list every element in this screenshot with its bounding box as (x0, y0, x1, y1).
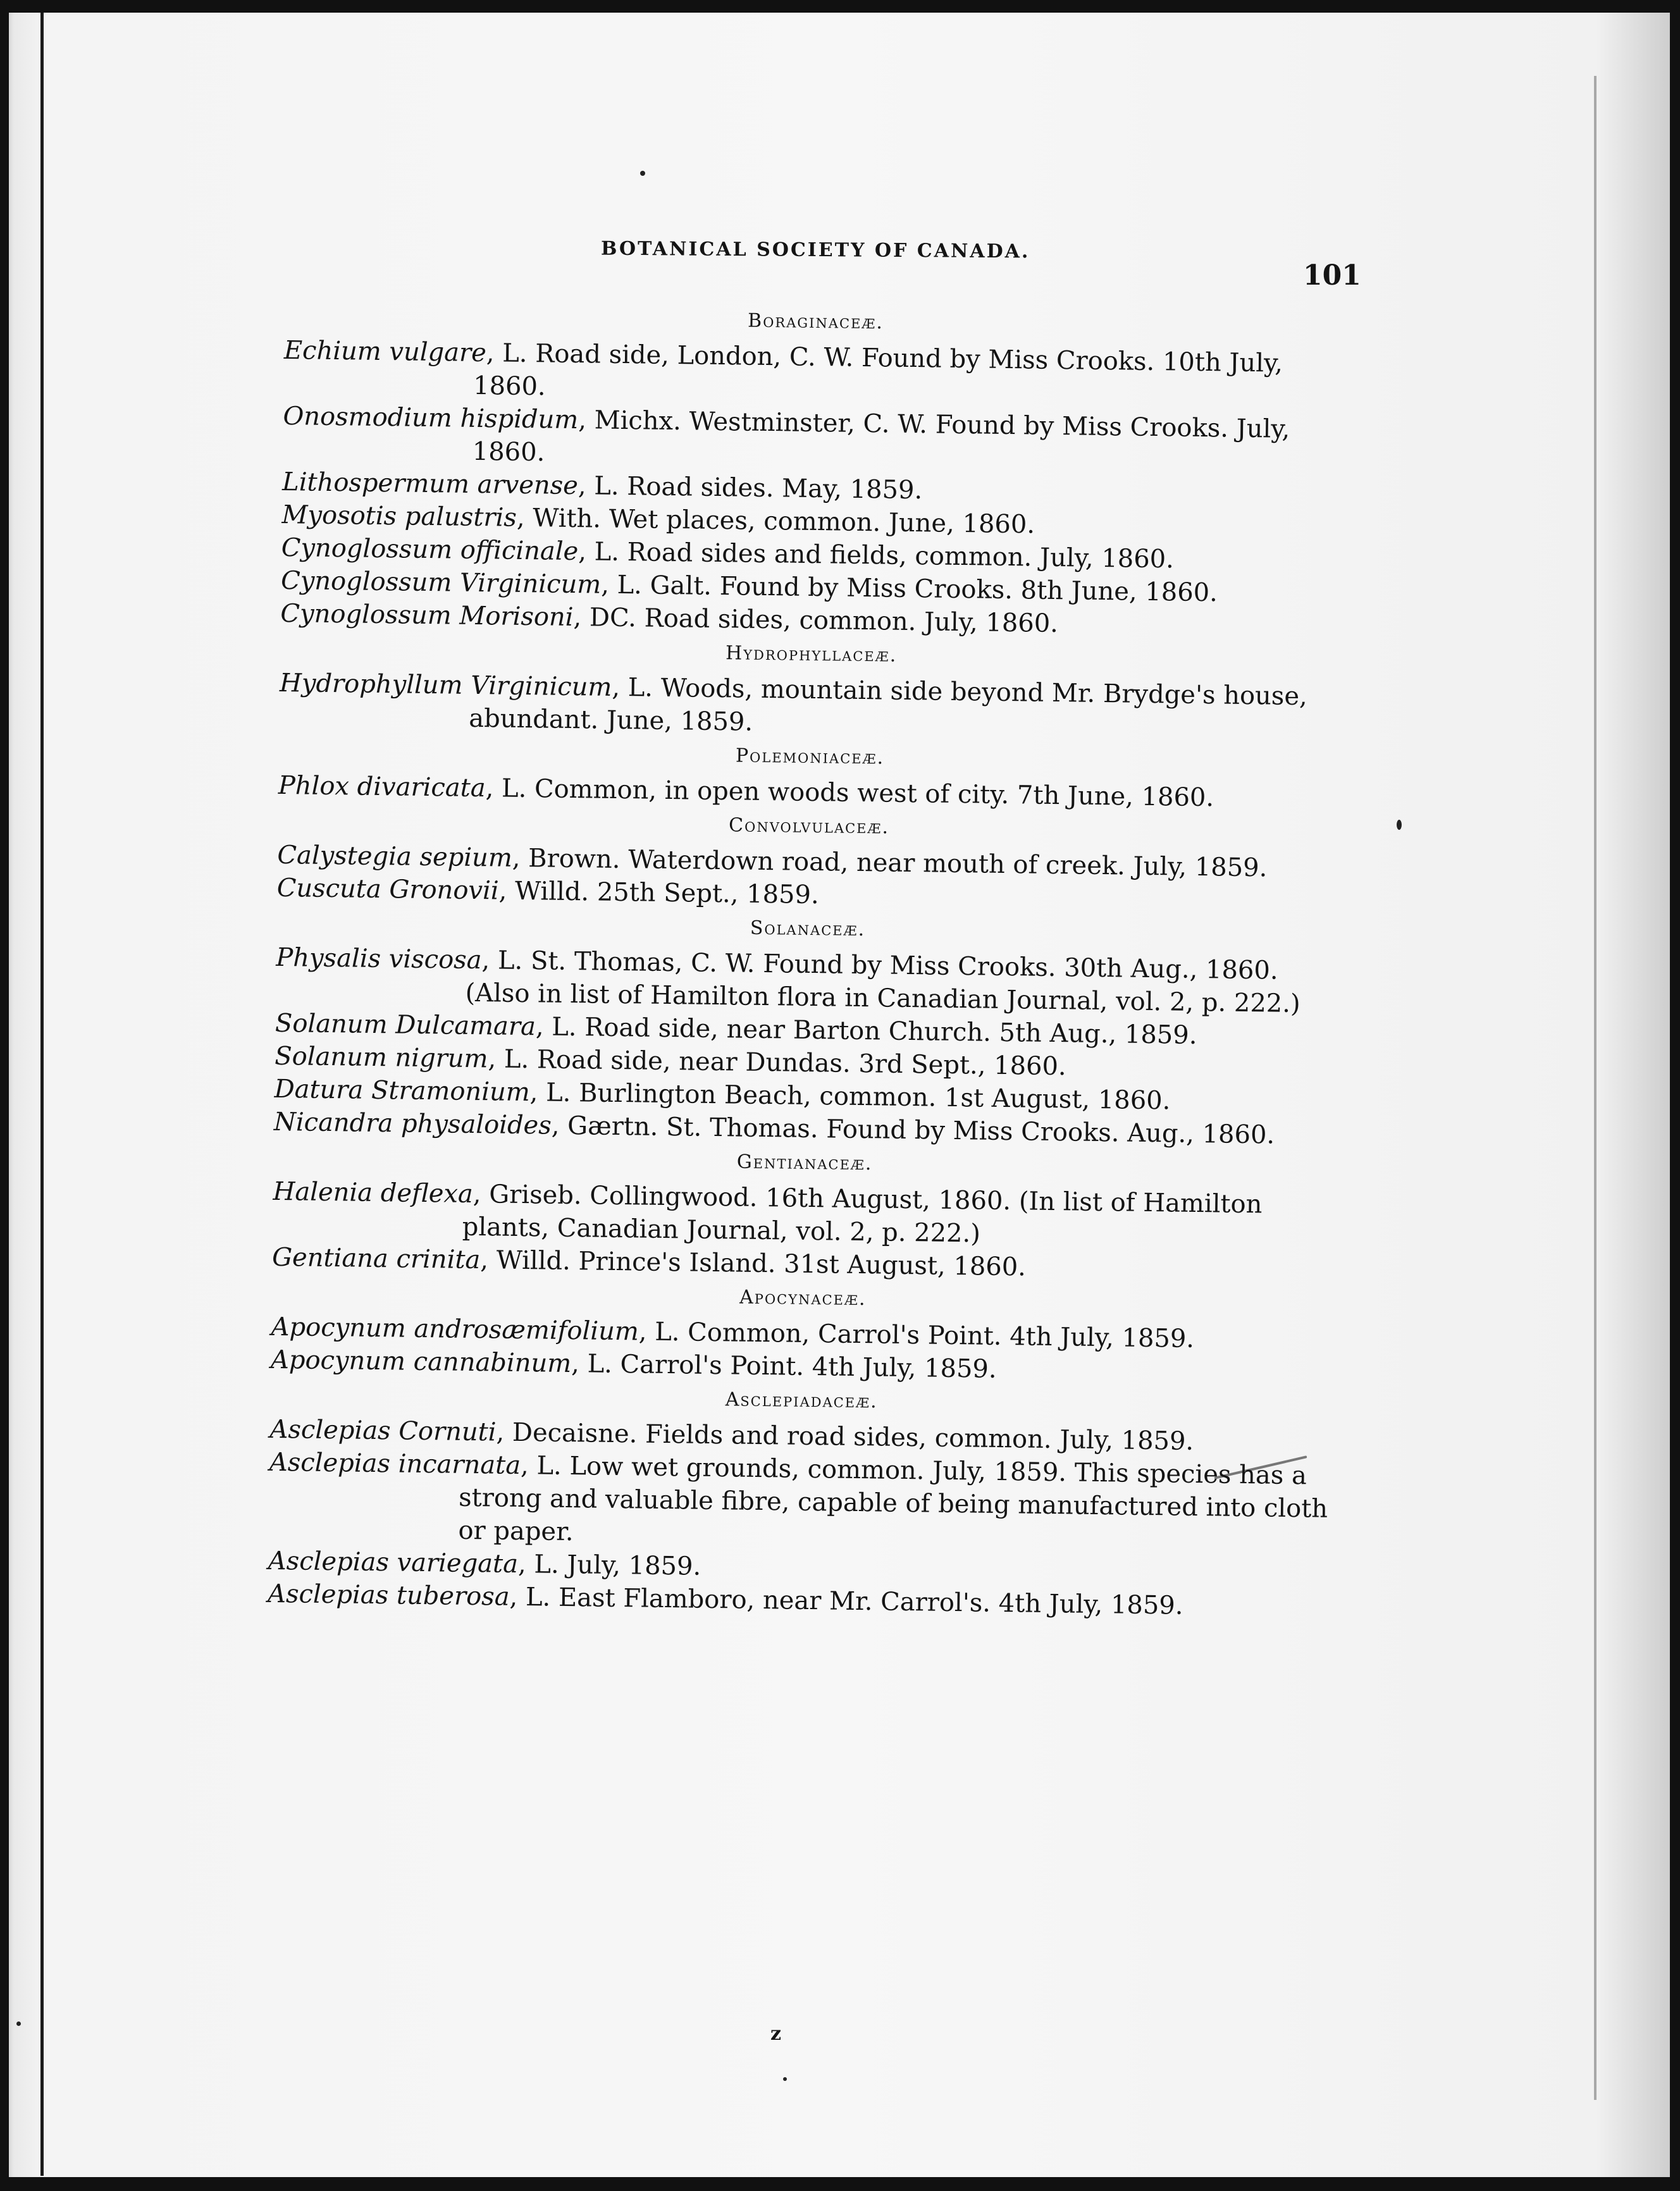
species-name: Gentiana crinita (271, 1242, 481, 1275)
species-details: , Willd. 25th Sept., 1859. (498, 876, 820, 910)
species-name: Asclepias incarnata (269, 1447, 521, 1481)
species-name: Solanum Dulcamara (275, 1008, 536, 1042)
species-entry (268, 1446, 1332, 1558)
species-details: , DC. Road sides, common. July, 1860. (573, 603, 1059, 639)
family-heading: Polemoniaceæ. (735, 744, 885, 769)
species-details: , Griseb. Collingwood. 16th August, 1860. (In list of Hamilton plants, Canadian Journal, vol. 2, p. 222.) (462, 1180, 1263, 1249)
species-details: , Gærtn. St. Thomas. Found by Miss Crooks. Aug., 1860. (551, 1111, 1275, 1150)
species-name: Apocynum cannabinum (270, 1345, 572, 1379)
species-details: , L. Carrol's Point. 4th July, 1859. (571, 1349, 997, 1384)
species-name: Onosmodium hispidum (283, 401, 579, 435)
family-heading: Boraginaceæ. (747, 309, 884, 334)
species-name: Cynoglossum officinale (281, 533, 579, 567)
species-name: Nicandra physaloides (273, 1107, 552, 1140)
species-entry (279, 667, 1342, 746)
species-name: Echium vulgare (283, 335, 487, 368)
family-heading: Apocynaceæ. (739, 1286, 867, 1311)
species-name: Cynoglossum Morisoni (280, 598, 574, 633)
family-heading: Asclepiadaceæ. (725, 1388, 878, 1413)
species-details: , L. Road sides. May, 1859. (578, 471, 923, 505)
species-name: Phlox divaricata (278, 770, 486, 803)
species-details: , L. Burlington Beach, common. 1st August, 1860. (529, 1078, 1171, 1116)
species-name: Asclepias variegata (268, 1546, 519, 1579)
species-details: , L. Common, Carrol's Point. 4th July, 1859. (638, 1317, 1195, 1354)
species-details: , Willd. Prince's Island. 31st August, 1860. (480, 1245, 1027, 1282)
species-name: Datura Stramonium (274, 1074, 531, 1108)
species-details: , L. Road side, near Dundas. 3rd Sept., 1860. (488, 1044, 1067, 1082)
species-name: Myosotis palustris (281, 500, 517, 533)
species-details: , L. Woods, mountain side beyond Mr. Brydge's house, abundant. June, 1859. (469, 672, 1308, 737)
species-name: Asclepias Cornuti (269, 1414, 497, 1447)
family-heading: Hydrophyllaceæ. (725, 642, 898, 667)
species-name: Asclepias tuberosa (267, 1579, 510, 1612)
species-list (268, 297, 1347, 1624)
species-details: , L. Common, in open woods west of city. 7th June, 1860. (485, 774, 1214, 813)
species-details: , L. East Flamboro, near Mr. Carrol's. 4th July, 1859. (509, 1582, 1183, 1620)
species-details: , Decaisne. Fields and road sides, common. July, 1859. (496, 1417, 1194, 1456)
species-name: Hydrophyllum Virginicum (279, 668, 612, 702)
species-details: , L. Road sides and fields, common. July, 1860. (578, 537, 1175, 574)
species-name: Cuscuta Gronovii (276, 873, 499, 906)
species-details: , L. Road side, near Barton Church. 5th Aug., 1859. (535, 1012, 1197, 1050)
species-details: , L. Galt. Found by Miss Crooks. 8th June, 1860. (600, 570, 1218, 608)
species-details: , L. St. Thomas, C. W. Found by Miss Crooks. 30th Aug., 1860. (Also in list of Hamilton flora in Canadian Journal, vol. 2, p. 222.) (465, 946, 1300, 1019)
species-details: , L. July, 1859. (517, 1550, 701, 1581)
species-name: Cynoglossum Virginicum (280, 565, 602, 600)
species-details: , L. Low wet grounds, common. July, 1859. This species has a strong and valuable fibre, capable of being manufactured into cloth or paper. (458, 1451, 1328, 1547)
page-number: 101 (1303, 259, 1361, 292)
family-heading: Solanaceæ. (750, 917, 866, 941)
family-heading: Convolvulaceæ. (728, 814, 890, 839)
species-details: , Michx. Westminster, C. W. Found by Miss Crooks. July, 1860. (472, 405, 1290, 467)
species-name: Lithospermum arvense (281, 467, 579, 501)
species-details: , Brown. Waterdown road, near mouth of creek. July, 1859. (512, 843, 1268, 883)
species-details: , With. Wet places, common. June, 1860. (516, 503, 1035, 540)
species-name: Physalis viscosa (276, 942, 482, 975)
signature-mark: z (770, 2023, 782, 2045)
species-name: Calystegia sepium (277, 840, 513, 873)
species-name: Apocynum androsæmifolium (271, 1312, 639, 1347)
running-head: BOTANICAL SOCIETY OF CANADA. (600, 237, 1030, 263)
family-heading: Gentianaceæ. (736, 1151, 873, 1175)
species-name: Solanum nigrum (274, 1041, 488, 1074)
species-name: Halenia deflexa (273, 1176, 474, 1209)
species-details: , L. Road side, London, C. W. Found by Miss Crooks. 10th July, 1860. (472, 338, 1283, 402)
